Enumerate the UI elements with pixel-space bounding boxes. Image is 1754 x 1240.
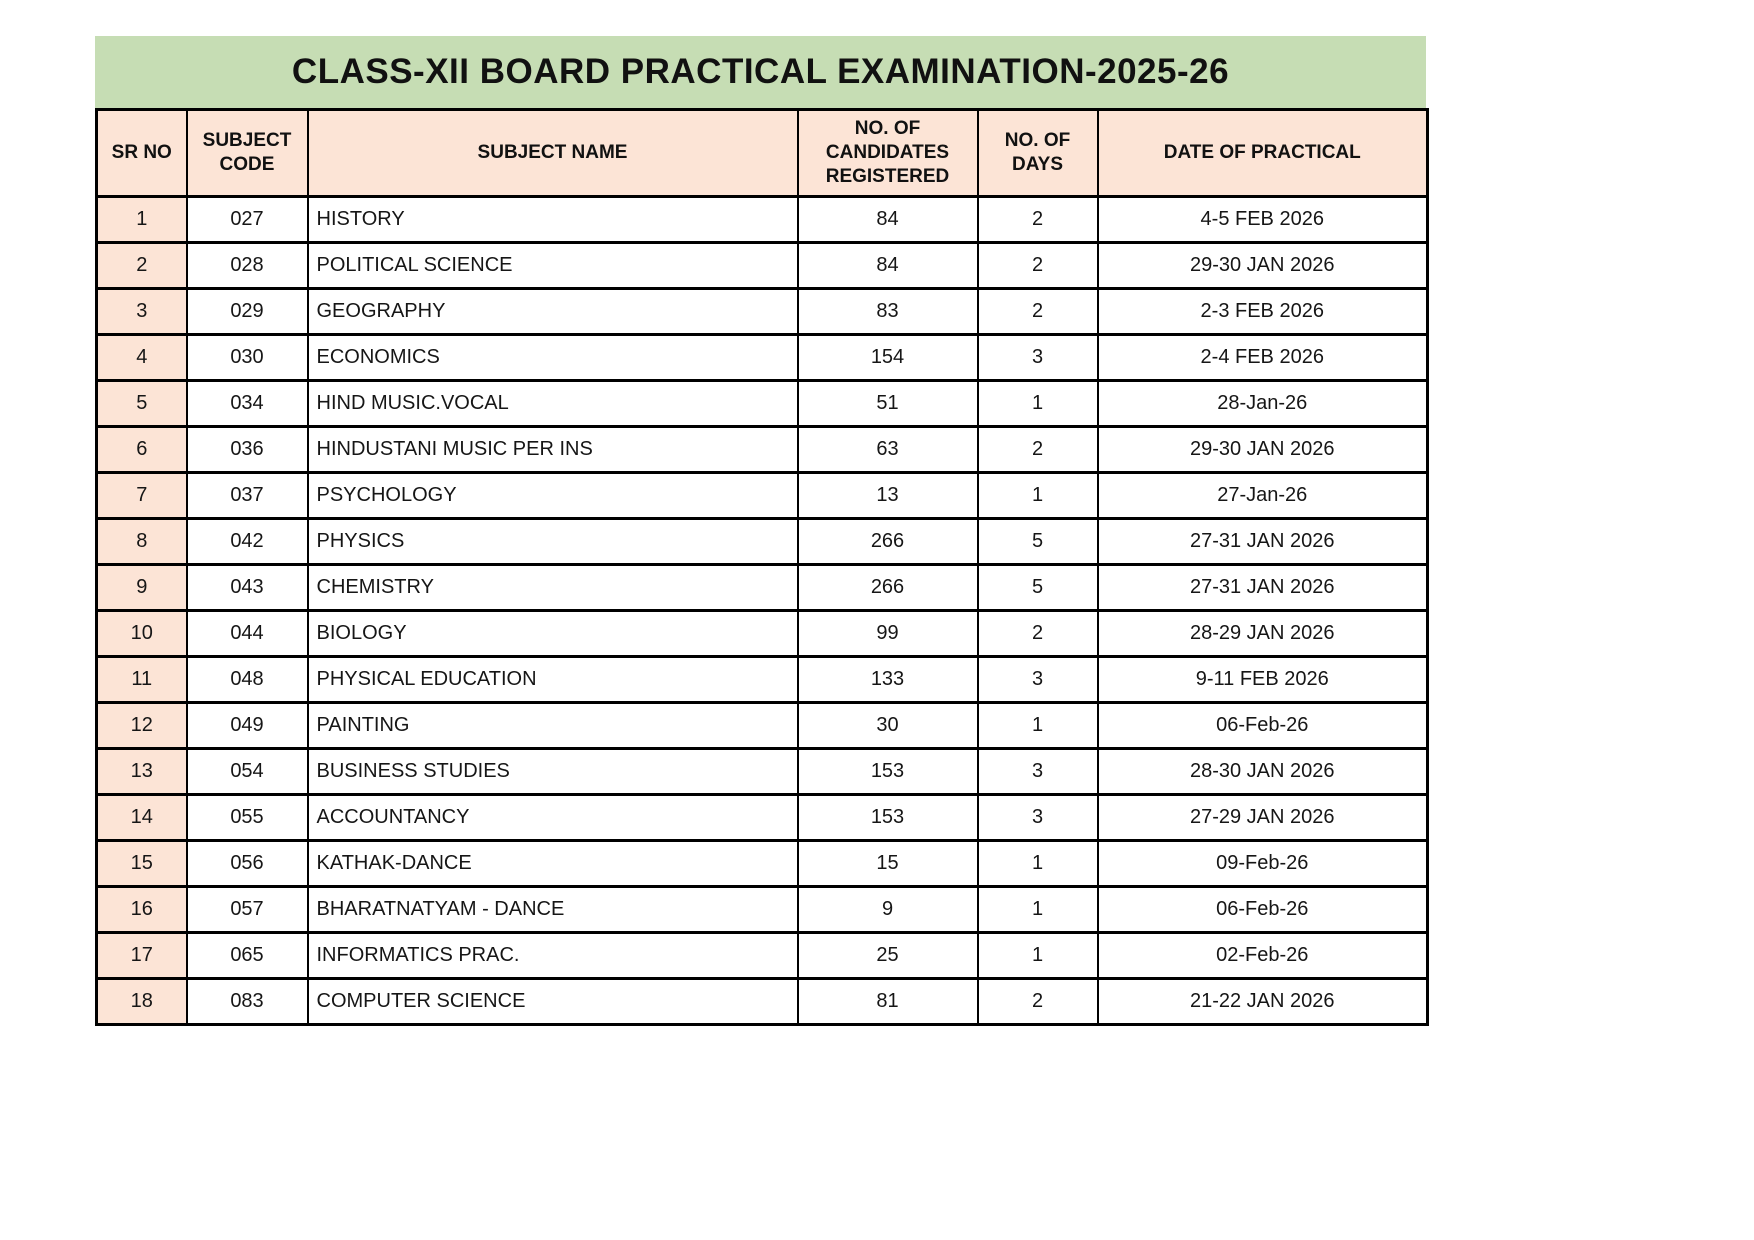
table-row [97,933,1428,979]
table-row [97,657,1428,703]
cell-sr-no: 4 [97,335,187,381]
cell-date: 28-29 JAN 2026 [1098,611,1428,657]
cell-candidates: 266 [798,519,978,565]
cell-days: 1 [978,703,1098,749]
cell-days: 3 [978,657,1098,703]
table-row [97,197,1428,243]
cell-days: 1 [978,473,1098,519]
table-row [97,611,1428,657]
cell-subject-name: PHYSICS [308,519,798,565]
cell-date: 06-Feb-26 [1098,703,1428,749]
cell-candidates: 83 [798,289,978,335]
cell-date: 27-29 JAN 2026 [1098,795,1428,841]
cell-sr-no: 9 [97,565,187,611]
cell-subject-name: ECONOMICS [308,335,798,381]
cell-subject-code: 043 [187,565,308,611]
cell-date: 9-11 FEB 2026 [1098,657,1428,703]
table-row [97,749,1428,795]
cell-subject-name: BHARATNATYAM - DANCE [308,887,798,933]
cell-days: 3 [978,749,1098,795]
cell-candidates: 63 [798,427,978,473]
cell-days: 3 [978,335,1098,381]
cell-subject-code: 037 [187,473,308,519]
cell-subject-name: ACCOUNTANCY [308,795,798,841]
cell-subject-code: 028 [187,243,308,289]
cell-candidates: 9 [798,887,978,933]
cell-sr-no: 3 [97,289,187,335]
cell-subject-name: PHYSICAL EDUCATION [308,657,798,703]
cell-sr-no: 13 [97,749,187,795]
header-subject-name: SUBJECT NAME [308,110,798,197]
cell-candidates: 84 [798,243,978,289]
cell-date: 27-31 JAN 2026 [1098,519,1428,565]
cell-sr-no: 5 [97,381,187,427]
cell-subject-code: 027 [187,197,308,243]
cell-sr-no: 8 [97,519,187,565]
cell-candidates: 25 [798,933,978,979]
cell-days: 1 [978,381,1098,427]
cell-subject-name: GEOGRAPHY [308,289,798,335]
cell-sr-no: 10 [97,611,187,657]
table-row [97,289,1428,335]
page-title: CLASS-XII BOARD PRACTICAL EXAMINATION-2025-26 [291,52,1230,91]
cell-candidates: 15 [798,841,978,887]
cell-candidates: 13 [798,473,978,519]
table-row [97,841,1428,887]
cell-subject-code: 044 [187,611,308,657]
cell-subject-code: 055 [187,795,308,841]
cell-days: 1 [978,841,1098,887]
cell-days: 2 [978,611,1098,657]
cell-days: 2 [978,289,1098,335]
cell-sr-no: 1 [97,197,187,243]
table-row [97,381,1428,427]
cell-subject-code: 030 [187,335,308,381]
cell-candidates: 51 [798,381,978,427]
cell-date: 2-4 FEB 2026 [1098,335,1428,381]
cell-subject-code: 049 [187,703,308,749]
cell-subject-code: 057 [187,887,308,933]
table-row [97,243,1428,289]
cell-sr-no: 18 [97,979,187,1025]
cell-subject-name: INFORMATICS PRAC. [308,933,798,979]
cell-date: 28-30 JAN 2026 [1098,749,1428,795]
cell-subject-code: 042 [187,519,308,565]
cell-subject-code: 056 [187,841,308,887]
cell-subject-name: HIND MUSIC.VOCAL [308,381,798,427]
cell-subject-name: BIOLOGY [308,611,798,657]
cell-subject-code: 048 [187,657,308,703]
table-row [97,703,1428,749]
table-row [97,565,1428,611]
header-date: DATE OF PRACTICAL [1098,110,1428,197]
cell-days: 5 [978,565,1098,611]
cell-subject-name: HISTORY [308,197,798,243]
cell-sr-no: 14 [97,795,187,841]
table-row [97,473,1428,519]
table-row [97,519,1428,565]
cell-sr-no: 11 [97,657,187,703]
cell-candidates: 266 [798,565,978,611]
cell-subject-name: PAINTING [308,703,798,749]
cell-date: 2-3 FEB 2026 [1098,289,1428,335]
table-body [97,197,1428,1025]
cell-subject-name: POLITICAL SCIENCE [308,243,798,289]
cell-days: 1 [978,933,1098,979]
cell-sr-no: 2 [97,243,187,289]
cell-date: 28-Jan-26 [1098,381,1428,427]
cell-subject-name: BUSINESS STUDIES [308,749,798,795]
exam-schedule-table [95,108,1429,1026]
cell-subject-name: HINDUSTANI MUSIC PER INS [308,427,798,473]
table-row [97,427,1428,473]
cell-subject-name: PSYCHOLOGY [308,473,798,519]
cell-subject-code: 054 [187,749,308,795]
cell-subject-code: 083 [187,979,308,1025]
cell-sr-no: 17 [97,933,187,979]
cell-sr-no: 12 [97,703,187,749]
cell-sr-no: 16 [97,887,187,933]
cell-days: 3 [978,795,1098,841]
cell-subject-name: CHEMISTRY [308,565,798,611]
header-days: NO. OF DAYS [978,110,1098,197]
cell-date: 27-Jan-26 [1098,473,1428,519]
cell-candidates: 153 [798,749,978,795]
cell-candidates: 154 [798,335,978,381]
header-subject-code: SUBJECT CODE [187,110,308,197]
cell-days: 2 [978,243,1098,289]
cell-sr-no: 7 [97,473,187,519]
cell-subject-name: KATHAK-DANCE [308,841,798,887]
cell-days: 2 [978,979,1098,1025]
cell-subject-code: 036 [187,427,308,473]
cell-date: 21-22 JAN 2026 [1098,979,1428,1025]
cell-date: 27-31 JAN 2026 [1098,565,1428,611]
cell-candidates: 84 [798,197,978,243]
cell-date: 29-30 JAN 2026 [1098,427,1428,473]
cell-date: 4-5 FEB 2026 [1098,197,1428,243]
exam-schedule-sheet [95,36,1426,1026]
header-candidates: NO. OF CANDIDATES REGISTERED [798,110,978,197]
table-row [97,795,1428,841]
table-row [97,335,1428,381]
cell-days: 2 [978,197,1098,243]
cell-sr-no: 6 [97,427,187,473]
cell-days: 1 [978,887,1098,933]
header-row [97,110,1428,197]
cell-subject-code: 029 [187,289,308,335]
table-row [97,887,1428,933]
title-bar [95,36,1426,108]
cell-days: 2 [978,427,1098,473]
cell-days: 5 [978,519,1098,565]
cell-sr-no: 15 [97,841,187,887]
header-sr-no: SR NO [97,110,187,197]
cell-date: 02-Feb-26 [1098,933,1428,979]
cell-candidates: 99 [798,611,978,657]
cell-candidates: 153 [798,795,978,841]
cell-subject-code: 034 [187,381,308,427]
cell-date: 06-Feb-26 [1098,887,1428,933]
cell-date: 29-30 JAN 2026 [1098,243,1428,289]
cell-candidates: 133 [798,657,978,703]
cell-candidates: 30 [798,703,978,749]
cell-date: 09-Feb-26 [1098,841,1428,887]
table-row [97,979,1428,1025]
cell-candidates: 81 [798,979,978,1025]
cell-subject-name: COMPUTER SCIENCE [308,979,798,1025]
cell-subject-code: 065 [187,933,308,979]
